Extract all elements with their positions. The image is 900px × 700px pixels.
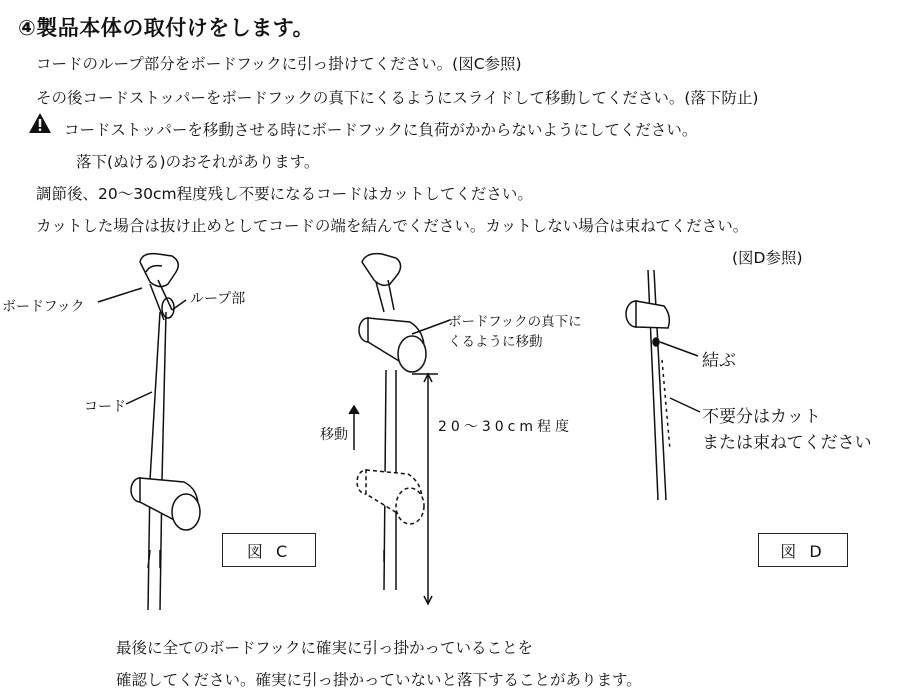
instruction-line-4: カットした場合は抜け止めとしてコードの端を結んでください。カットしない場合は束ねてください。 [36,217,749,235]
warning-line-2: 落下(ぬける)のおそれがあります。 [76,153,320,171]
label-move-target-2: くるように移動 [448,334,543,350]
figure-d-caption: 図 D [758,533,848,567]
label-cord: コード [84,399,126,415]
label-length: 20～30cm程度 [438,419,573,435]
figure-c-caption: 図 C [222,533,316,567]
instruction-line-1: コードのループ部分をボードフックに引っ掛けてください。(図C参照) [36,55,522,73]
instruction-line-2: その後コードストッパーをボードフックの真下にくるようにスライドして移動してください。(落下防止) [36,89,759,107]
label-cut-1: 不要分はカット [702,407,821,427]
footer-line-2: 確認してください。確実に引っ掛かっていないと落下することがあります。 [116,671,642,689]
label-move-target-1: ボードフックの真下に [448,314,582,330]
figure-d-reference: (図D参照) [732,249,803,267]
label-move: 移動 [320,427,348,443]
footer-line-1: 最後に全てのボードフックに確実に引っ掛かっていることを [116,639,533,657]
warning-line-1: コードストッパーを移動させる時にボードフックに負荷がかからないようにしてください。 [64,121,698,139]
label-loop: ループ部 [190,291,246,307]
warning-triangle-icon [28,112,52,134]
label-cut-2: または束ねてください [702,433,872,453]
page-title: ④製品本体の取付けをします。 [18,16,315,40]
label-board-hook: ボードフック [2,299,85,315]
label-tie: 結ぶ [702,351,736,371]
instruction-line-3: 調節後、20～30cm程度残し不要になるコードはカットしてください。 [36,185,533,203]
